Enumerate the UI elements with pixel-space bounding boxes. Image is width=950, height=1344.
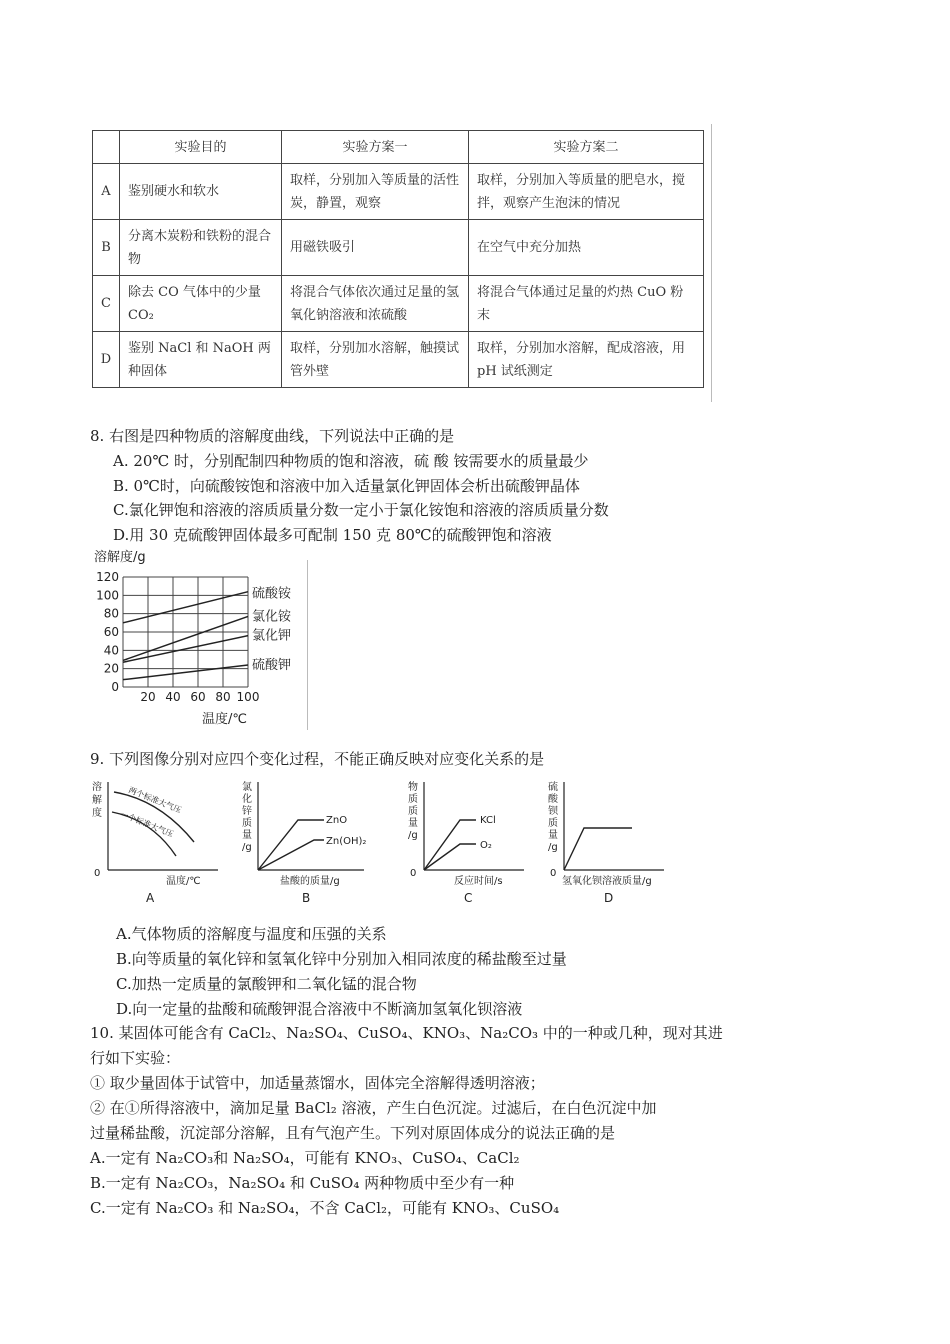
graph-c-caption: C — [464, 891, 473, 905]
row-label: B — [93, 220, 120, 276]
q10-option-b: B.一定有 Na₂CO₃，Na₂SO₄ 和 CuSO₄ 两种物质中至少有一种 — [90, 1174, 515, 1192]
graph-c — [400, 778, 540, 908]
graph-c-line1-label: KCl — [480, 815, 496, 826]
graph-a-caption: A — [146, 891, 155, 905]
table-header — [93, 131, 120, 164]
series-label: 硫酸铵 — [252, 586, 292, 602]
y-tick-label: 100 — [96, 588, 119, 603]
graph-b-ylabel-2: 化 — [242, 794, 252, 805]
solubility-chart — [90, 545, 310, 733]
q10-line: 10. 某固体可能含有 CaCl₂、Na₂SO₄、CuSO₄、KNO₃、Na₂CO₃ 中的一种或几种，现对其进 — [90, 1024, 723, 1042]
graph-a-ylabel-3: 度 — [92, 808, 102, 819]
q8-option-a: A. 20℃ 时，分别配制四种物质的饱和溶液，硫 酸 铵需要水的质量最少 — [113, 452, 589, 470]
x-tick-label: 60 — [190, 690, 206, 704]
q10-option-c: C.一定有 Na₂CO₃ 和 Na₂SO₄，不含 CaCl₂，可能有 KNO₃、CuSO₄ — [90, 1199, 560, 1217]
q9-option-a: A.气体物质的溶解度与温度和压强的关系 — [116, 925, 387, 943]
q9-option-d: D.向一定量的盐酸和硫酸钾混合溶液中不断滴加氢氧化钡溶液 — [116, 1000, 523, 1018]
row-label: A — [93, 164, 120, 220]
table-row — [93, 220, 704, 276]
table-row — [93, 332, 704, 388]
row-plan1: 将混合气体依次通过足量的氢氧化钠溶液和浓硫酸 — [282, 276, 469, 332]
graph-b — [240, 778, 390, 908]
graph-b-ylabel-5: 量 — [242, 830, 252, 841]
row-label: D — [93, 332, 120, 388]
chart-ylabel: 溶解度/g — [94, 550, 146, 565]
graph-c-ylabel-2: 质 — [408, 794, 418, 805]
graph-d-origin: 0 — [550, 868, 557, 879]
graph-c-line2-label: O₂ — [480, 840, 492, 851]
graph-b-xlabel: 盐酸的质量/g — [280, 876, 340, 887]
table-row — [93, 164, 704, 220]
q8-option-d: D.用 30 克硫酸钾固体最多可配制 150 克 80℃的硫酸钾饱和溶液 — [113, 526, 552, 544]
series-label: 氯化铵 — [252, 609, 292, 625]
q10-option-a: A.一定有 Na₂CO₃和 Na₂SO₄，可能有 KNO₃、CuSO₄、CaCl₂ — [90, 1149, 520, 1167]
q10-line: ② 在①所得溶液中，滴加足量 BaCl₂ 溶液，产生白色沉淀。过滤后，在白色沉淀中加 — [90, 1099, 657, 1117]
graph-b-ylabel-6: /g — [242, 842, 252, 853]
x-tick-label: 40 — [165, 690, 181, 704]
y-tick-label: 20 — [103, 661, 119, 676]
graph-d-caption: D — [604, 891, 614, 905]
graph-d-ylabel-6: /g — [548, 842, 558, 853]
row-label: C — [93, 276, 120, 332]
q8-option-c: C.氯化钾饱和溶液的溶质质量分数一定小于氯化铵饱和溶液的溶质质量分数 — [113, 501, 609, 519]
series-label: 硫酸钾 — [252, 658, 292, 673]
row-purpose: 鉴别硬水和软水 — [120, 164, 282, 220]
graph-b-line-1 — [258, 820, 324, 870]
series-line — [123, 636, 248, 663]
row-purpose: 分离木炭粉和铁粉的混合物 — [120, 220, 282, 276]
q9-stem: 9. 下列图像分别对应四个变化过程，不能正确反映对应变化关系的是 — [90, 750, 545, 768]
row-purpose: 除去 CO 气体中的少量 CO₂ — [120, 276, 282, 332]
graph-d-ylabel-2: 酸 — [548, 794, 558, 805]
graph-b-ylabel-1: 氯 — [242, 782, 252, 793]
graph-d-ylabel-3: 钡 — [548, 806, 558, 817]
row-plan1: 取样，分别加入等质量的活性炭，静置，观察 — [282, 164, 469, 220]
chart-edge-line — [307, 560, 308, 730]
graph-a-origin: 0 — [94, 868, 101, 879]
x-tick-label: 100 — [236, 690, 260, 704]
graph-c-ylabel-4: 量 — [408, 818, 418, 829]
q10-line: 行如下实验： — [90, 1049, 181, 1067]
chart-xlabel: 温度/℃ — [202, 712, 247, 727]
q10-line: ① 取少量固体于试管中，加适量蒸馏水，固体完全溶解得透明溶液； — [90, 1074, 545, 1092]
series-label: 氯化钾 — [252, 628, 292, 644]
table-header: 实验方案一 — [282, 131, 469, 164]
series-line — [123, 665, 248, 680]
y-tick-label: 120 — [96, 570, 119, 584]
graph-d-ylabel-1: 硫 — [548, 782, 558, 793]
q8-stem: 8. 右图是四种物质的溶解度曲线，下列说法中正确的是 — [90, 427, 455, 445]
graph-d-line — [564, 828, 632, 870]
q9-option-c: C.加热一定质量的氯酸钾和二氧化锰的混合物 — [116, 975, 417, 993]
graph-a — [90, 778, 230, 908]
row-plan1: 取样，分别加水溶解，触摸试管外壁 — [282, 332, 469, 388]
graph-b-ylabel-4: 质 — [242, 818, 252, 829]
graph-b-ylabel-3: 锌 — [242, 806, 252, 817]
q10-line: 过量稀盐酸，沉淀部分溶解，且有气泡产生。下列对原固体成分的说法正确的是 — [90, 1124, 616, 1142]
x-tick-label: 20 — [140, 690, 156, 704]
series-line — [123, 592, 248, 623]
row-plan1: 用磁铁吸引 — [282, 220, 469, 276]
table-row — [93, 276, 704, 332]
table-header: 实验方案二 — [469, 131, 704, 164]
graph-c-line-1 — [424, 820, 476, 870]
y-tick-label: 0 — [111, 680, 119, 694]
row-plan2: 将混合气体通过足量的灼热 CuO 粉末 — [469, 276, 704, 332]
graph-c-ylabel-5: /g — [408, 830, 418, 841]
row-plan2: 在空气中充分加热 — [469, 220, 704, 276]
scan-edge-line — [711, 124, 712, 402]
graph-d-ylabel-4: 质 — [548, 818, 558, 829]
graph-a-xlabel: 温度/℃ — [166, 876, 201, 887]
graph-b-line-2 — [258, 840, 324, 870]
graph-d-xlabel: 氢氧化钡溶液质量/g — [562, 876, 652, 887]
q8-option-b: B. 0℃时，向硫酸铵饱和溶液中加入适量氯化钾固体会析出硫酸钾晶体 — [113, 477, 580, 495]
series-line — [123, 616, 248, 660]
table-header: 实验目的 — [120, 131, 282, 164]
graph-c-ylabel-3: 质 — [408, 806, 418, 817]
graph-b-caption: B — [302, 891, 311, 905]
graph-c-origin: 0 — [410, 868, 417, 879]
graph-a-ylabel-2: 解 — [92, 795, 102, 806]
experiment-table — [92, 130, 704, 388]
q9-option-b: B.向等质量的氧化锌和氢氧化锌中分别加入相同浓度的稀盐酸至过量 — [116, 950, 567, 968]
row-purpose: 鉴别 NaCl 和 NaOH 两种固体 — [120, 332, 282, 388]
x-tick-label: 80 — [215, 690, 231, 704]
graph-c-line-2 — [424, 844, 476, 870]
graph-c-ylabel-1: 物 — [408, 782, 418, 793]
graph-c-xlabel: 反应时间/s — [454, 876, 503, 887]
y-tick-label: 40 — [103, 643, 119, 658]
row-plan2: 取样，分别加水溶解，配成溶液，用 pH 试纸测定 — [469, 332, 704, 388]
row-plan2: 取样，分别加入等质量的肥皂水，搅拌，观察产生泡沫的情况 — [469, 164, 704, 220]
graph-b-line1-label: ZnO — [326, 815, 348, 826]
graph-b-line2-label: Zn(OH)₂ — [326, 836, 367, 847]
y-tick-label: 60 — [103, 625, 119, 639]
graph-d — [540, 778, 680, 908]
table-header-row — [93, 131, 704, 164]
graph-a-curve2-label: 一个标准大气压 — [119, 809, 175, 839]
graph-a-curve1-label: 两个标准大气压 — [127, 785, 183, 815]
graph-a-ylabel-1: 溶 — [92, 782, 102, 793]
graph-d-ylabel-5: 量 — [548, 830, 558, 841]
y-tick-label: 80 — [103, 606, 119, 621]
